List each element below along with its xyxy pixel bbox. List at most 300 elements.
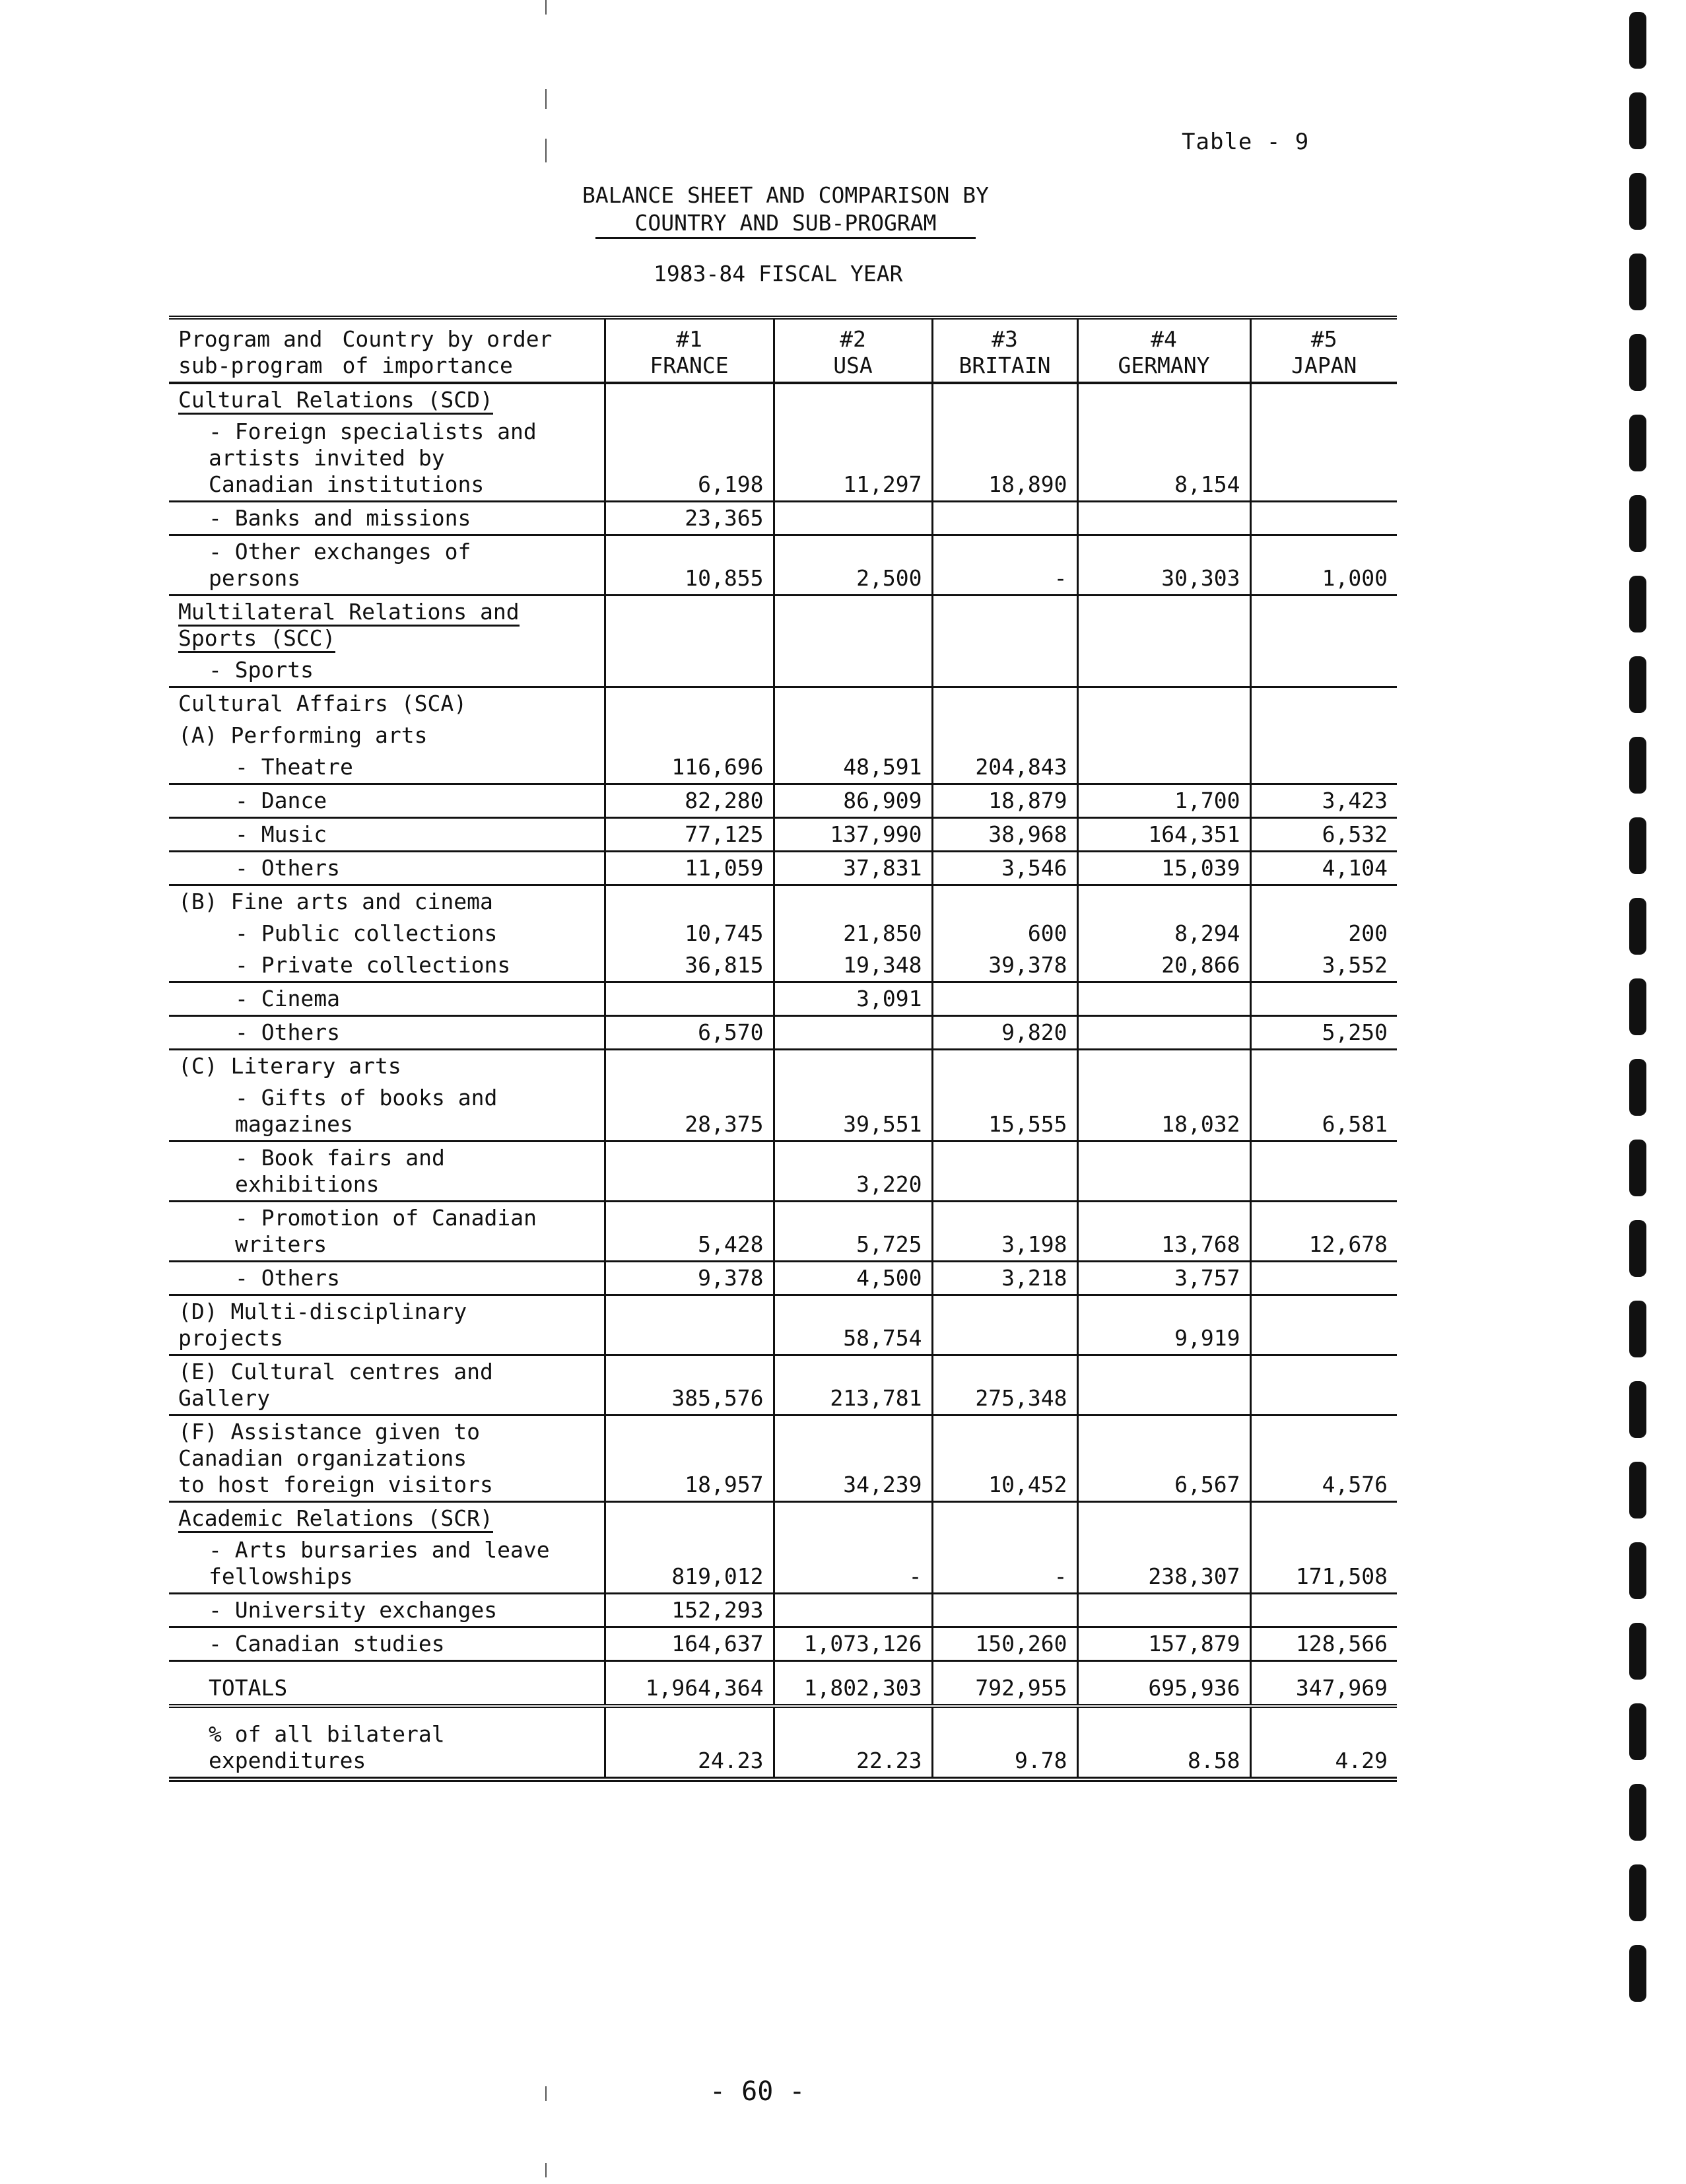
cell-usa — [774, 383, 932, 416]
cell-germany: 8,294 — [1077, 918, 1250, 949]
cell-germany: 238,307 — [1077, 1534, 1250, 1594]
title-line-1: BALANCE SHEET AND COMPARISON BY — [582, 182, 989, 208]
cell-usa — [774, 654, 932, 687]
cell-germany: 1,700 — [1077, 784, 1250, 818]
cell-usa — [774, 687, 932, 720]
header-country-4 — [1077, 318, 1250, 383]
row-label — [169, 784, 605, 818]
header-country-5 — [1250, 318, 1397, 383]
row-label-text: - Gifts of books and magazines — [235, 1085, 498, 1137]
cell-japan — [1250, 1295, 1397, 1355]
table-row — [169, 949, 1397, 982]
header-country-1 — [605, 318, 774, 383]
cell-japan: 3,552 — [1250, 949, 1397, 982]
header-row — [169, 318, 1397, 383]
cell-britain — [932, 596, 1077, 655]
binder-hole — [1629, 12, 1646, 69]
cell-usa — [774, 1502, 932, 1535]
cell-germany — [1077, 1502, 1250, 1535]
balance-sheet-table — [169, 316, 1397, 1782]
fiscal-year: 1983-84 FISCAL YEAR — [654, 261, 903, 287]
row-label — [169, 1202, 605, 1262]
cell-france — [605, 1295, 774, 1355]
table-row — [169, 1355, 1397, 1416]
cell-germany — [1077, 720, 1250, 751]
cell-usa: 2,500 — [774, 535, 932, 596]
binder-hole — [1629, 1945, 1646, 2002]
header-program-label: Program and sub-program — [178, 326, 323, 378]
cell-japan — [1250, 654, 1397, 687]
table-row — [169, 383, 1397, 416]
cell-usa: 37,831 — [774, 852, 932, 885]
row-label-text: - Book fairs and exhibitions — [235, 1145, 445, 1197]
table-row — [169, 502, 1397, 535]
cell-germany: 20,866 — [1077, 949, 1250, 982]
row-label — [169, 535, 605, 596]
binder-hole — [1629, 415, 1646, 471]
row-label — [169, 596, 605, 655]
binder-hole — [1629, 1703, 1646, 1760]
header-country-2 — [774, 318, 932, 383]
row-label-text: - Dance — [235, 788, 327, 813]
cell-france — [605, 1502, 774, 1535]
cell-usa: 34,239 — [774, 1416, 932, 1502]
cell-usa: 3,091 — [774, 982, 932, 1016]
cell-japan: 4.29 — [1250, 1706, 1397, 1779]
cell-britain — [932, 1295, 1077, 1355]
row-label-text: - Others — [235, 1019, 340, 1045]
cell-germany — [1077, 751, 1250, 784]
row-label-text: (E) Cultural centres and Gallery — [178, 1359, 493, 1411]
cell-france — [605, 383, 774, 416]
cell-usa: 86,909 — [774, 784, 932, 818]
cell-germany: 30,303 — [1077, 535, 1250, 596]
cell-japan — [1250, 1594, 1397, 1627]
row-label — [169, 852, 605, 885]
row-label — [169, 1262, 605, 1295]
binder-hole — [1629, 1301, 1646, 1357]
cell-japan: 347,969 — [1250, 1661, 1397, 1707]
table-row — [169, 720, 1397, 751]
cell-germany — [1077, 885, 1250, 918]
cell-britain — [932, 383, 1077, 416]
cell-usa — [774, 885, 932, 918]
row-label — [169, 502, 605, 535]
table-row — [169, 818, 1397, 852]
cell-usa: 4,500 — [774, 1262, 932, 1295]
cell-germany: 9,919 — [1077, 1295, 1250, 1355]
cell-britain: 10,452 — [932, 1416, 1077, 1502]
row-label — [169, 687, 605, 720]
cell-germany — [1077, 1016, 1250, 1050]
cell-japan — [1250, 885, 1397, 918]
cell-germany: 15,039 — [1077, 852, 1250, 885]
row-label — [169, 1295, 605, 1355]
row-label-text: - Music — [235, 821, 327, 847]
cell-germany — [1077, 654, 1250, 687]
cell-japan: 4,576 — [1250, 1416, 1397, 1502]
cell-japan: 3,423 — [1250, 784, 1397, 818]
row-label-text: (D) Multi-disciplinary projects — [178, 1299, 467, 1351]
cell-britain: 18,879 — [932, 784, 1077, 818]
cell-france — [605, 596, 774, 655]
binder-hole — [1629, 92, 1646, 149]
cell-france: 11,059 — [605, 852, 774, 885]
cell-france: 9,378 — [605, 1262, 774, 1295]
cell-japan: 128,566 — [1250, 1627, 1397, 1661]
cell-france: 77,125 — [605, 818, 774, 852]
table-row — [169, 784, 1397, 818]
cell-usa — [774, 1594, 932, 1627]
cell-japan: 171,508 — [1250, 1534, 1397, 1594]
cell-france: 10,745 — [605, 918, 774, 949]
country-name: BRITAIN — [959, 353, 1051, 378]
cell-france: 82,280 — [605, 784, 774, 818]
row-label — [169, 1502, 605, 1535]
binder-hole — [1629, 978, 1646, 1035]
binder-hole — [1629, 817, 1646, 874]
row-label — [169, 1082, 605, 1142]
row-label — [169, 918, 605, 949]
cell-japan: 1,000 — [1250, 535, 1397, 596]
country-name: USA — [833, 353, 873, 378]
row-label-text: - Sports — [209, 657, 314, 683]
cell-germany: 3,757 — [1077, 1262, 1250, 1295]
cell-germany — [1077, 687, 1250, 720]
cell-britain: 3,546 — [932, 852, 1077, 885]
row-label — [169, 1594, 605, 1627]
row-label — [169, 1050, 605, 1083]
cell-germany — [1077, 1355, 1250, 1416]
cell-usa: 1,802,303 — [774, 1661, 932, 1707]
header-country-label: Country by order of importance — [342, 326, 553, 378]
row-label-text: - Cinema — [235, 986, 340, 1011]
cell-britain: 792,955 — [932, 1661, 1077, 1707]
cell-japan — [1250, 1502, 1397, 1535]
cell-usa: 22.23 — [774, 1706, 932, 1779]
cell-germany: 695,936 — [1077, 1661, 1250, 1707]
cell-britain: 18,890 — [932, 416, 1077, 502]
cell-france — [605, 687, 774, 720]
cell-usa — [774, 502, 932, 535]
cell-usa: 1,073,126 — [774, 1627, 932, 1661]
row-label-text: (C) Literary arts — [178, 1053, 401, 1079]
row-label-text: - Promotion of Canadian writers — [235, 1205, 537, 1257]
cell-usa: 19,348 — [774, 949, 932, 982]
header-country-3 — [932, 318, 1077, 383]
cell-britain: 38,968 — [932, 818, 1077, 852]
table-row — [169, 1142, 1397, 1202]
row-label-text: - Foreign specialists and artists invited by Canadian institutions — [209, 419, 537, 497]
row-label — [169, 1661, 605, 1707]
table-reference: Table - 9 — [1182, 129, 1310, 155]
cell-france — [605, 1050, 774, 1083]
cell-britain — [932, 885, 1077, 918]
cell-france: 5,428 — [605, 1202, 774, 1262]
cell-usa: 213,781 — [774, 1355, 932, 1416]
row-label-text: - Canadian studies — [209, 1631, 445, 1656]
cell-germany — [1077, 982, 1250, 1016]
cell-usa — [774, 596, 932, 655]
cell-germany: 8.58 — [1077, 1706, 1250, 1779]
row-label — [169, 885, 605, 918]
table-row — [169, 1082, 1397, 1142]
row-label-text: Cultural Relations (SCD) — [178, 387, 493, 415]
cell-japan — [1250, 687, 1397, 720]
cell-japan — [1250, 751, 1397, 784]
cell-japan — [1250, 1050, 1397, 1083]
row-label-text: (B) Fine arts and cinema — [178, 889, 493, 914]
cell-britain — [932, 1142, 1077, 1202]
cell-france — [605, 982, 774, 1016]
binder-hole — [1629, 1381, 1646, 1438]
binder-hole — [1629, 1059, 1646, 1116]
cell-germany — [1077, 502, 1250, 535]
cell-france: 10,855 — [605, 535, 774, 596]
row-label-text: - Theatre — [235, 754, 353, 780]
table-row — [169, 1295, 1397, 1355]
cell-usa — [774, 1016, 932, 1050]
country-name: GERMANY — [1118, 353, 1210, 378]
cell-germany: 18,032 — [1077, 1082, 1250, 1142]
cell-japan — [1250, 720, 1397, 751]
cell-usa: 11,297 — [774, 416, 932, 502]
table-row — [169, 654, 1397, 687]
cell-germany — [1077, 1594, 1250, 1627]
cell-germany: 6,567 — [1077, 1416, 1250, 1502]
row-label — [169, 818, 605, 852]
cell-france: 6,570 — [605, 1016, 774, 1050]
cell-britain — [932, 1594, 1077, 1627]
table-row — [169, 852, 1397, 885]
binder-hole — [1629, 1220, 1646, 1277]
cell-britain: - — [932, 1534, 1077, 1594]
cell-usa: 58,754 — [774, 1295, 932, 1355]
row-label — [169, 982, 605, 1016]
cell-japan: 4,104 — [1250, 852, 1397, 885]
cell-germany: 13,768 — [1077, 1202, 1250, 1262]
cell-japan — [1250, 1142, 1397, 1202]
row-label-text: Cultural Affairs (SCA) — [178, 691, 467, 716]
cell-france: 6,198 — [605, 416, 774, 502]
cell-britain — [932, 687, 1077, 720]
scan-mark — [545, 89, 547, 109]
row-label — [169, 1627, 605, 1661]
scan-mark — [545, 0, 547, 15]
cell-germany — [1077, 1050, 1250, 1083]
cell-japan: 6,532 — [1250, 818, 1397, 852]
cell-japan: 200 — [1250, 918, 1397, 949]
cell-france: 116,696 — [605, 751, 774, 784]
cell-britain: 3,218 — [932, 1262, 1077, 1295]
table-row — [169, 982, 1397, 1016]
scan-mark — [545, 2163, 547, 2177]
row-label — [169, 1534, 605, 1594]
header-label — [169, 318, 605, 383]
table-row — [169, 1202, 1397, 1262]
binder-hole — [1629, 1623, 1646, 1680]
cell-germany: 164,351 — [1077, 818, 1250, 852]
cell-usa: 137,990 — [774, 818, 932, 852]
cell-britain: 600 — [932, 918, 1077, 949]
table-row — [169, 1594, 1397, 1627]
cell-usa: 39,551 — [774, 1082, 932, 1142]
table-row — [169, 1706, 1397, 1779]
row-label-text: % of all bilateral expenditures — [209, 1721, 445, 1773]
cell-japan: 6,581 — [1250, 1082, 1397, 1142]
cell-britain — [932, 720, 1077, 751]
binder-hole — [1629, 1542, 1646, 1599]
table-row — [169, 918, 1397, 949]
cell-usa — [774, 720, 932, 751]
table-row — [169, 596, 1397, 655]
cell-usa: 5,725 — [774, 1202, 932, 1262]
cell-britain: 9,820 — [932, 1016, 1077, 1050]
row-label-text: - Other exchanges of persons — [209, 539, 471, 591]
cell-france: 1,964,364 — [605, 1661, 774, 1707]
table-body — [169, 383, 1397, 1779]
row-label-text: - Banks and missions — [209, 505, 471, 531]
table-row — [169, 416, 1397, 502]
binder-hole — [1629, 334, 1646, 391]
cell-france: 24.23 — [605, 1706, 774, 1779]
cell-france: 819,012 — [605, 1534, 774, 1594]
binder-hole — [1629, 1140, 1646, 1196]
cell-japan: 12,678 — [1250, 1202, 1397, 1262]
cell-france: 18,957 — [605, 1416, 774, 1502]
table-title — [574, 182, 997, 239]
country-name: FRANCE — [650, 353, 729, 378]
cell-britain: 204,843 — [932, 751, 1077, 784]
cell-japan — [1250, 1355, 1397, 1416]
table-row — [169, 751, 1397, 784]
binder-hole — [1629, 173, 1646, 230]
table-row — [169, 687, 1397, 720]
table-row — [169, 1502, 1397, 1535]
cell-japan — [1250, 982, 1397, 1016]
scan-mark — [545, 2086, 547, 2101]
row-label — [169, 1416, 605, 1502]
cell-britain — [932, 982, 1077, 1016]
cell-france: 23,365 — [605, 502, 774, 535]
cell-germany: 8,154 — [1077, 416, 1250, 502]
binder-hole — [1629, 1864, 1646, 1921]
cell-france — [605, 654, 774, 687]
cell-japan — [1250, 1262, 1397, 1295]
binder-hole — [1629, 898, 1646, 955]
cell-japan — [1250, 502, 1397, 535]
table-row — [169, 535, 1397, 596]
scan-mark — [545, 139, 547, 162]
country-rank: #2 — [840, 326, 866, 352]
cell-france — [605, 1142, 774, 1202]
table-row — [169, 1416, 1397, 1502]
cell-britain — [932, 654, 1077, 687]
cell-britain: 9.78 — [932, 1706, 1077, 1779]
row-label-text: - Private collections — [235, 952, 511, 978]
cell-france: 152,293 — [605, 1594, 774, 1627]
cell-germany: 157,879 — [1077, 1627, 1250, 1661]
binder-hole — [1629, 737, 1646, 794]
cell-britain — [932, 1050, 1077, 1083]
table-row — [169, 885, 1397, 918]
country-rank: #1 — [676, 326, 702, 352]
country-rank: #3 — [992, 326, 1018, 352]
cell-japan — [1250, 596, 1397, 655]
cell-usa: 48,591 — [774, 751, 932, 784]
row-label-text: - University exchanges — [209, 1597, 498, 1623]
cell-britain: 3,198 — [932, 1202, 1077, 1262]
cell-britain — [932, 1502, 1077, 1535]
cell-germany — [1077, 1142, 1250, 1202]
page-number: - 60 - — [710, 2076, 805, 2107]
row-label-text: - Others — [235, 1265, 340, 1291]
row-label — [169, 751, 605, 784]
cell-britain: 39,378 — [932, 949, 1077, 982]
row-label-text: - Others — [235, 855, 340, 881]
country-rank: #5 — [1310, 326, 1337, 352]
cell-france: 164,637 — [605, 1627, 774, 1661]
title-line-2: COUNTRY AND SUB-PROGRAM — [595, 209, 976, 239]
cell-germany — [1077, 596, 1250, 655]
cell-usa — [774, 1050, 932, 1083]
binder-hole — [1629, 656, 1646, 713]
row-label — [169, 949, 605, 982]
cell-france: 28,375 — [605, 1082, 774, 1142]
row-label-text: (A) Performing arts — [178, 722, 428, 748]
row-label-text: - Arts bursaries and leave fellowships — [209, 1537, 550, 1589]
cell-britain: 15,555 — [932, 1082, 1077, 1142]
binder-hole — [1629, 495, 1646, 552]
binder-hole — [1629, 576, 1646, 632]
row-label — [169, 1706, 605, 1779]
cell-britain: - — [932, 535, 1077, 596]
cell-britain — [932, 502, 1077, 535]
binder-hole — [1629, 1784, 1646, 1841]
table-row — [169, 1016, 1397, 1050]
row-label — [169, 720, 605, 751]
row-label — [169, 416, 605, 502]
cell-japan — [1250, 383, 1397, 416]
cell-usa: 3,220 — [774, 1142, 932, 1202]
row-label-text: Academic Relations (SCR) — [178, 1505, 493, 1533]
table-row — [169, 1262, 1397, 1295]
country-rank: #4 — [1151, 326, 1177, 352]
cell-japan — [1250, 416, 1397, 502]
row-label-text: TOTALS — [209, 1675, 288, 1701]
row-label — [169, 383, 605, 416]
binder-hole — [1629, 1462, 1646, 1519]
cell-britain: 275,348 — [932, 1355, 1077, 1416]
cell-france: 385,576 — [605, 1355, 774, 1416]
cell-germany — [1077, 383, 1250, 416]
row-label-text: - Public collections — [235, 920, 498, 946]
row-label — [169, 1016, 605, 1050]
table-row — [169, 1661, 1397, 1707]
row-label-text: Multilateral Relations and Sports (SCC) — [178, 599, 520, 653]
row-label-text: (F) Assistance given to Canadian organizations to host foreign visitors — [178, 1419, 493, 1497]
cell-japan: 5,250 — [1250, 1016, 1397, 1050]
cell-britain: 150,260 — [932, 1627, 1077, 1661]
table-row — [169, 1050, 1397, 1083]
row-label — [169, 1142, 605, 1202]
binder-hole — [1629, 254, 1646, 310]
country-name: JAPAN — [1291, 353, 1357, 378]
table-row — [169, 1627, 1397, 1661]
cell-france — [605, 720, 774, 751]
row-label — [169, 1355, 605, 1416]
cell-france — [605, 885, 774, 918]
